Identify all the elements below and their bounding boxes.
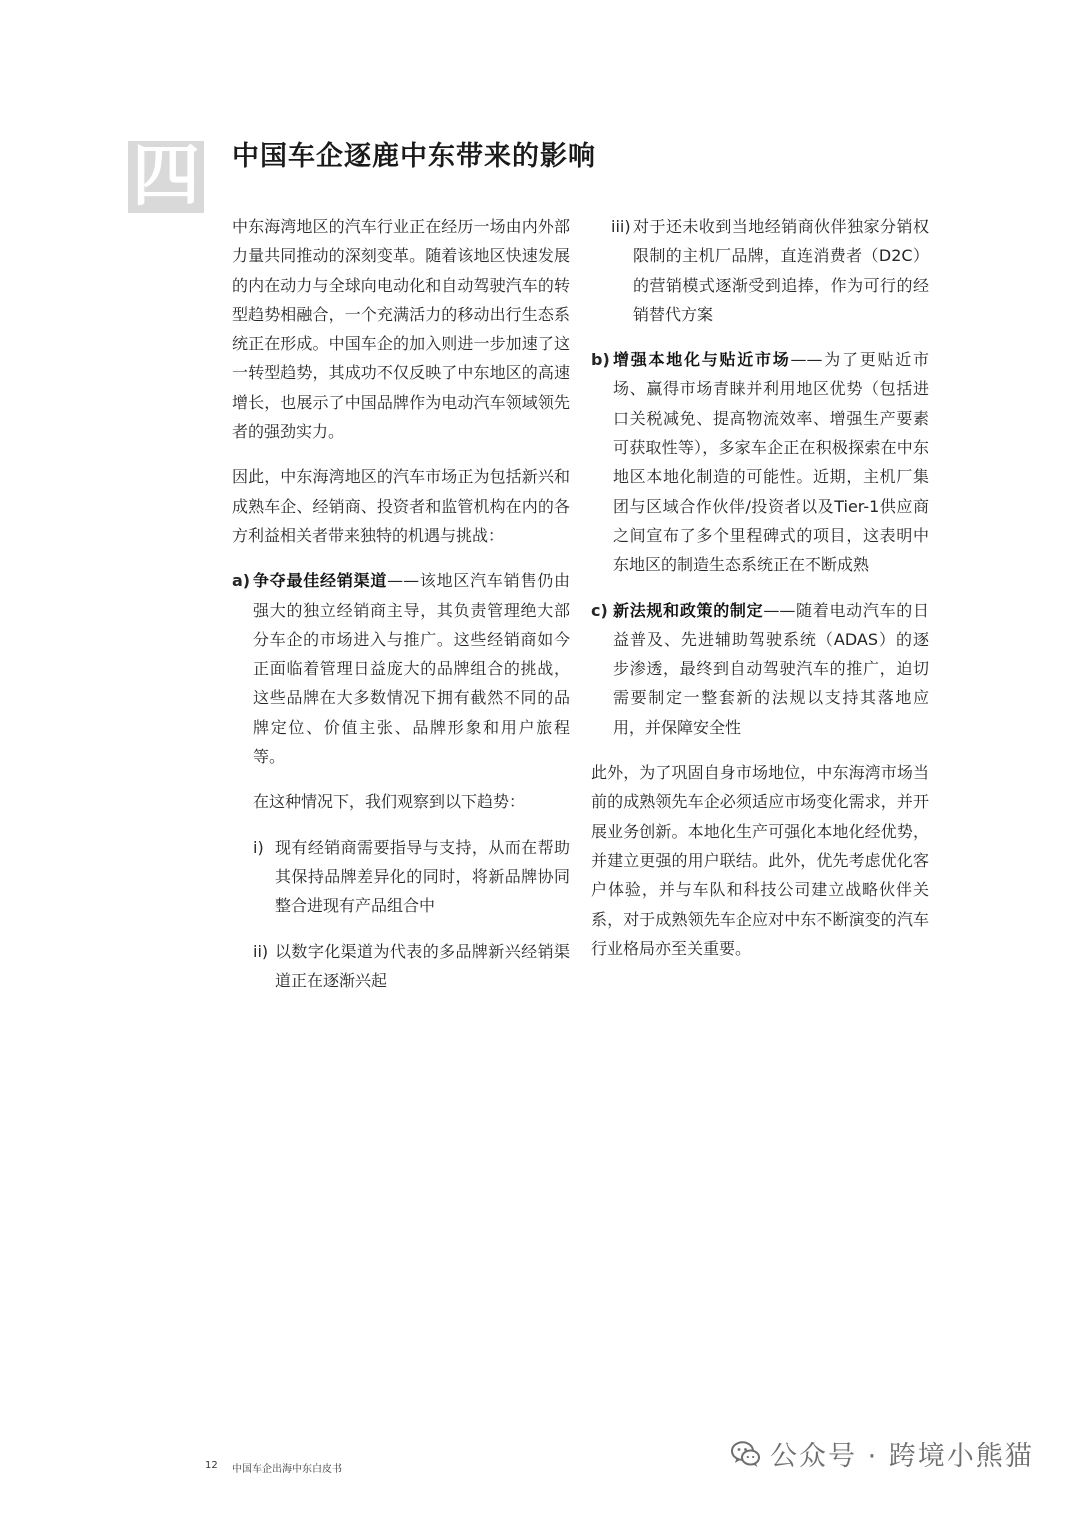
list-item-a [232, 566, 570, 771]
intro-paragraph: 中东海湾地区的汽车行业正在经历一场由内外部力量共同推动的深刻变革。随着该地区快速发展的内在动力与全球向电动化和自动驾驶汽车的转型趋势相融合，一个充满活力的移动出行生态系统正在形成。中国车企的加入则进一步加速了这一转型趋势，其成功不仅反映了中东地区的高速增长，也展示了中国品牌作为电动汽车领域领先者的强劲实力。 [232, 217, 570, 442]
list-item-text: ——为了更贴近市场、赢得市场青睐并利用地区优势（包括进口关税减免、提高物流效率、增强生产要素可获取性等），多家车企正在积极探索在中东地区本地化制造的可能性。近期，主机厂集团与区域合作伙伴/投资者以及Tier-1供应商之间宣布了多个里程碑式的项目，这表明中东地区的制造生态系统正在不断成熟 [613, 350, 929, 575]
sub-list-text: 以数字化渠道为代表的多品牌新兴经销渠道正在逐渐兴起 [275, 941, 570, 990]
sub-list-item-i [253, 833, 570, 921]
sub-list-marker: iii) [611, 217, 631, 236]
list-item-heading: 增强本地化与贴近市场 [613, 350, 791, 370]
sub-list-item-ii [253, 937, 570, 996]
chapter-numeral: 四 [131, 141, 200, 213]
list-item-b [591, 345, 929, 579]
list-marker: c) [591, 600, 608, 620]
sub-list-marker: i) [253, 837, 264, 857]
list-item-heading: 新法规和政策的制定 [613, 600, 764, 620]
closing-paragraph: 此外，为了巩固自身市场地位，中东海湾市场当前的成熟领先车企必须适应市场变化需求，并开展业务创新。本地化生产可强化本地化经优势，并建立更强的用户联结。此外，优先考虑优化客户体验，并与车队和科技公司建立战略伙伴关系，对于成熟领先车企应对中东不断演变的汽车行业格局亦至关重要。 [591, 763, 929, 958]
footer-doc-title: 中国车企出海中东白皮书 [232, 1464, 342, 1475]
sub-list-item-iii [611, 212, 929, 329]
list-item-text: ——随着电动汽车的日益普及、先进辅助驾驶系统（ADAS）的逐步渗透，最终到自动驾驶汽车的推广，迫切需要制定一整套新的法规以支持其落地应用，并保障安全性 [613, 600, 929, 737]
page-number: 12 [205, 1460, 218, 1471]
page-title: 中国车企逐鹿中东带来的影响 [232, 141, 596, 172]
sub-list-text: 现有经销商需要指导与支持，从而在帮助其保持品牌差异化的同时，将新品牌协同整合进现有产品组合中 [275, 837, 570, 916]
list-marker: b) [591, 350, 610, 370]
chapter-number-block [128, 141, 204, 213]
context-paragraph: 因此，中东海湾地区的汽车市场正为包括新兴和成熟车企、经销商、投资者和监管机构在内的各方利益相关者带来独特的机遇与挑战： [232, 467, 570, 545]
sub-list-marker: ii) [253, 941, 269, 961]
list-marker: a) [232, 571, 251, 591]
left-column [232, 212, 570, 1011]
watermark-text: 公众号 · 跨境小熊猫 [770, 1441, 1034, 1472]
watermark [730, 1434, 1034, 1473]
right-column [591, 212, 929, 979]
list-item-c [591, 596, 929, 742]
trend-intro: 在这种情况下，我们观察到以下趋势： [253, 792, 526, 812]
sub-list-text: 对于还未收到当地经销商伙伴独家分销权限制的主机厂品牌，直连消费者（D2C）的营销模式逐渐受到追捧，作为可行的经销替代方案 [633, 217, 929, 324]
wechat-icon [730, 1438, 762, 1470]
list-item-text: ——该地区汽车销售仍由强大的独立经销商主导，其负责管理绝大部分车企的市场进入与推广。这些经销商如今正面临着管理日益庞大的品牌组合的挑战，这些品牌在大多数情况下拥有截然不同的品牌定位、价值主张、品牌形象和用户旅程等。 [253, 571, 570, 767]
list-item-heading: 争夺最佳经销渠道 [253, 571, 388, 591]
trend-block [253, 787, 570, 995]
